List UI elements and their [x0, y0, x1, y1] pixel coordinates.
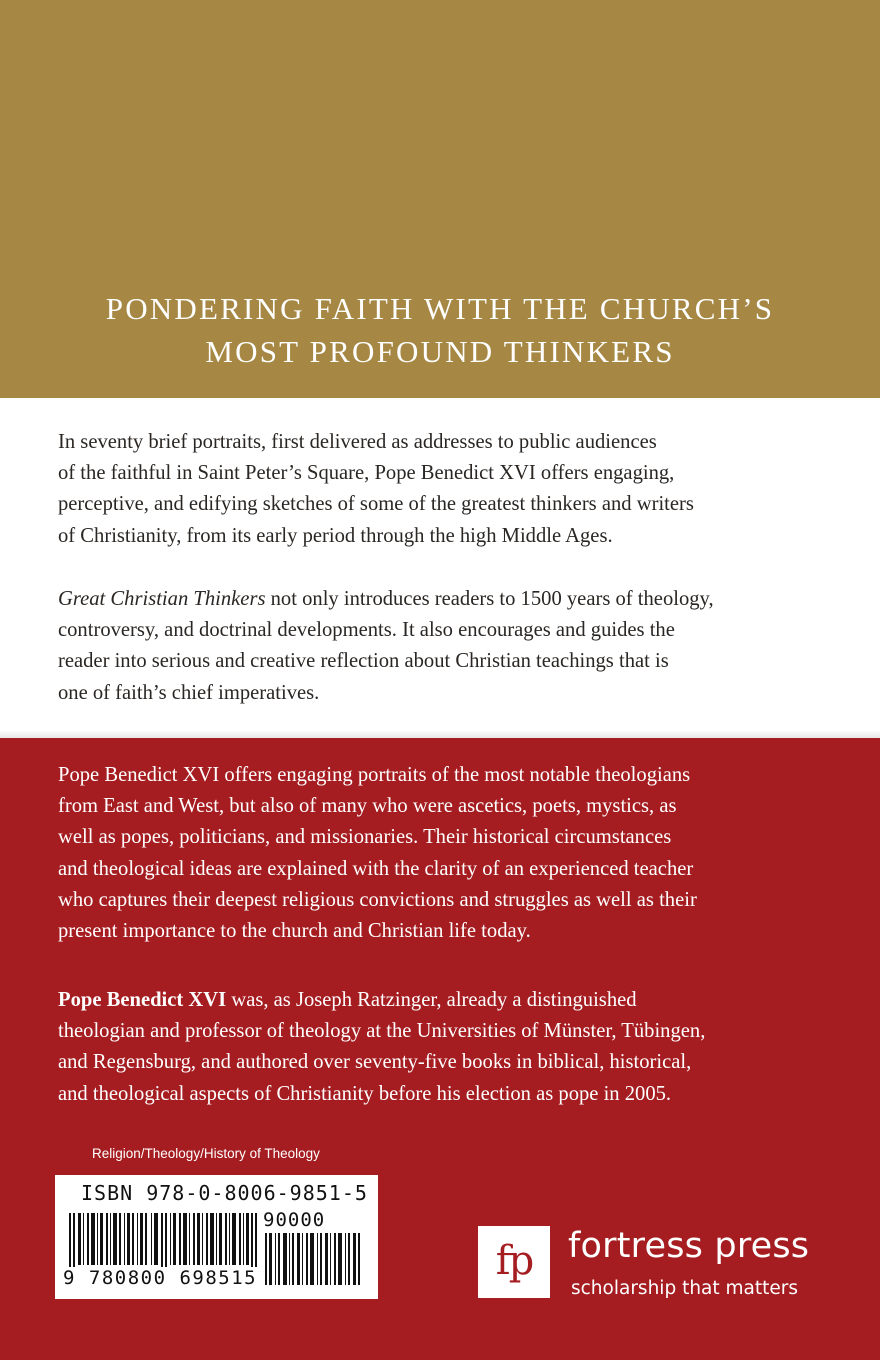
text-fragment: was, as Joseph Ratzinger, already a distinguished [226, 989, 637, 1011]
price-addon-number: 90000 [263, 1209, 326, 1231]
publisher-logo-mark: fp [495, 1238, 533, 1284]
intro-paragraph-1 [58, 427, 848, 552]
ean-number: 9 780800 698515 [63, 1267, 261, 1289]
isbn-number: ISBN 978-0-8006-9851-5 [81, 1181, 368, 1205]
text-line: and theological ideas are explained with the clarity of an experienced teacher [58, 857, 694, 880]
text-line: Pope Benedict XVI offers engaging portraits of the most notable theologians [58, 764, 691, 786]
text-line: present importance to the church and Christian life today. [58, 920, 531, 943]
barcode-main-bars [69, 1213, 257, 1273]
text-line: one of faith’s chief imperatives. [58, 681, 320, 704]
text-fragment: not only introduces readers to 1500 years of theology, [265, 588, 714, 610]
barcode-addon-bars [265, 1233, 361, 1285]
text-line: from East and West, but also of many who were ascetics, poets, mystics, as [58, 795, 677, 818]
text-line: of Christianity, from its early period through the high Middle Ages. [58, 524, 613, 547]
publisher-tagline: scholarship that matters [571, 1278, 799, 1299]
author-name: Pope Benedict XVI [58, 989, 227, 1011]
text-line: of the faithful in Saint Peter’s Square, Pope Benedict XVI offers engaging, [58, 462, 675, 485]
text-line [58, 985, 848, 1016]
text-line: controversy, and doctrinal developments. It also encourages and guides the [58, 619, 675, 642]
text-line: perceptive, and edifying sketches of some of the greatest thinkers and writers [58, 493, 694, 516]
headline-line-1: PONDERING FAITH WITH THE CHURCH’S [105, 291, 775, 326]
text-line: and Regensburg, and authored over seventy-five books in biblical, historical, [58, 1051, 692, 1074]
text-line: theologian and professor of theology at the Universities of Münster, Tübingen, [58, 1020, 706, 1043]
subject-category: Religion/Theology/History of Theology [92, 1146, 320, 1161]
publisher-logo [478, 1226, 550, 1298]
publisher-name: fortress press [568, 1226, 810, 1266]
text-line: well as popes, politicians, and missionaries. Their historical circumstances [58, 826, 672, 849]
intro-paragraph-2 [58, 584, 848, 709]
headline-line-2: MOST PROFOUND THINKERS [205, 334, 675, 369]
description-paragraph [58, 760, 848, 947]
text-line: reader into serious and creative reflection about Christian teachings that is [58, 650, 669, 673]
isbn-barcode [55, 1175, 378, 1299]
cover-headline [0, 287, 880, 373]
text-line [58, 584, 848, 615]
text-line: and theological aspects of Christianity before his election as pope in 2005. [58, 1082, 672, 1105]
author-bio-paragraph [58, 985, 848, 1110]
text-line: who captures their deepest religious convictions and struggles as well as their [58, 888, 697, 911]
text-line: In seventy brief portraits, first delivered as addresses to public audiences [58, 431, 657, 453]
book-title: Great Christian Thinkers [58, 588, 266, 610]
